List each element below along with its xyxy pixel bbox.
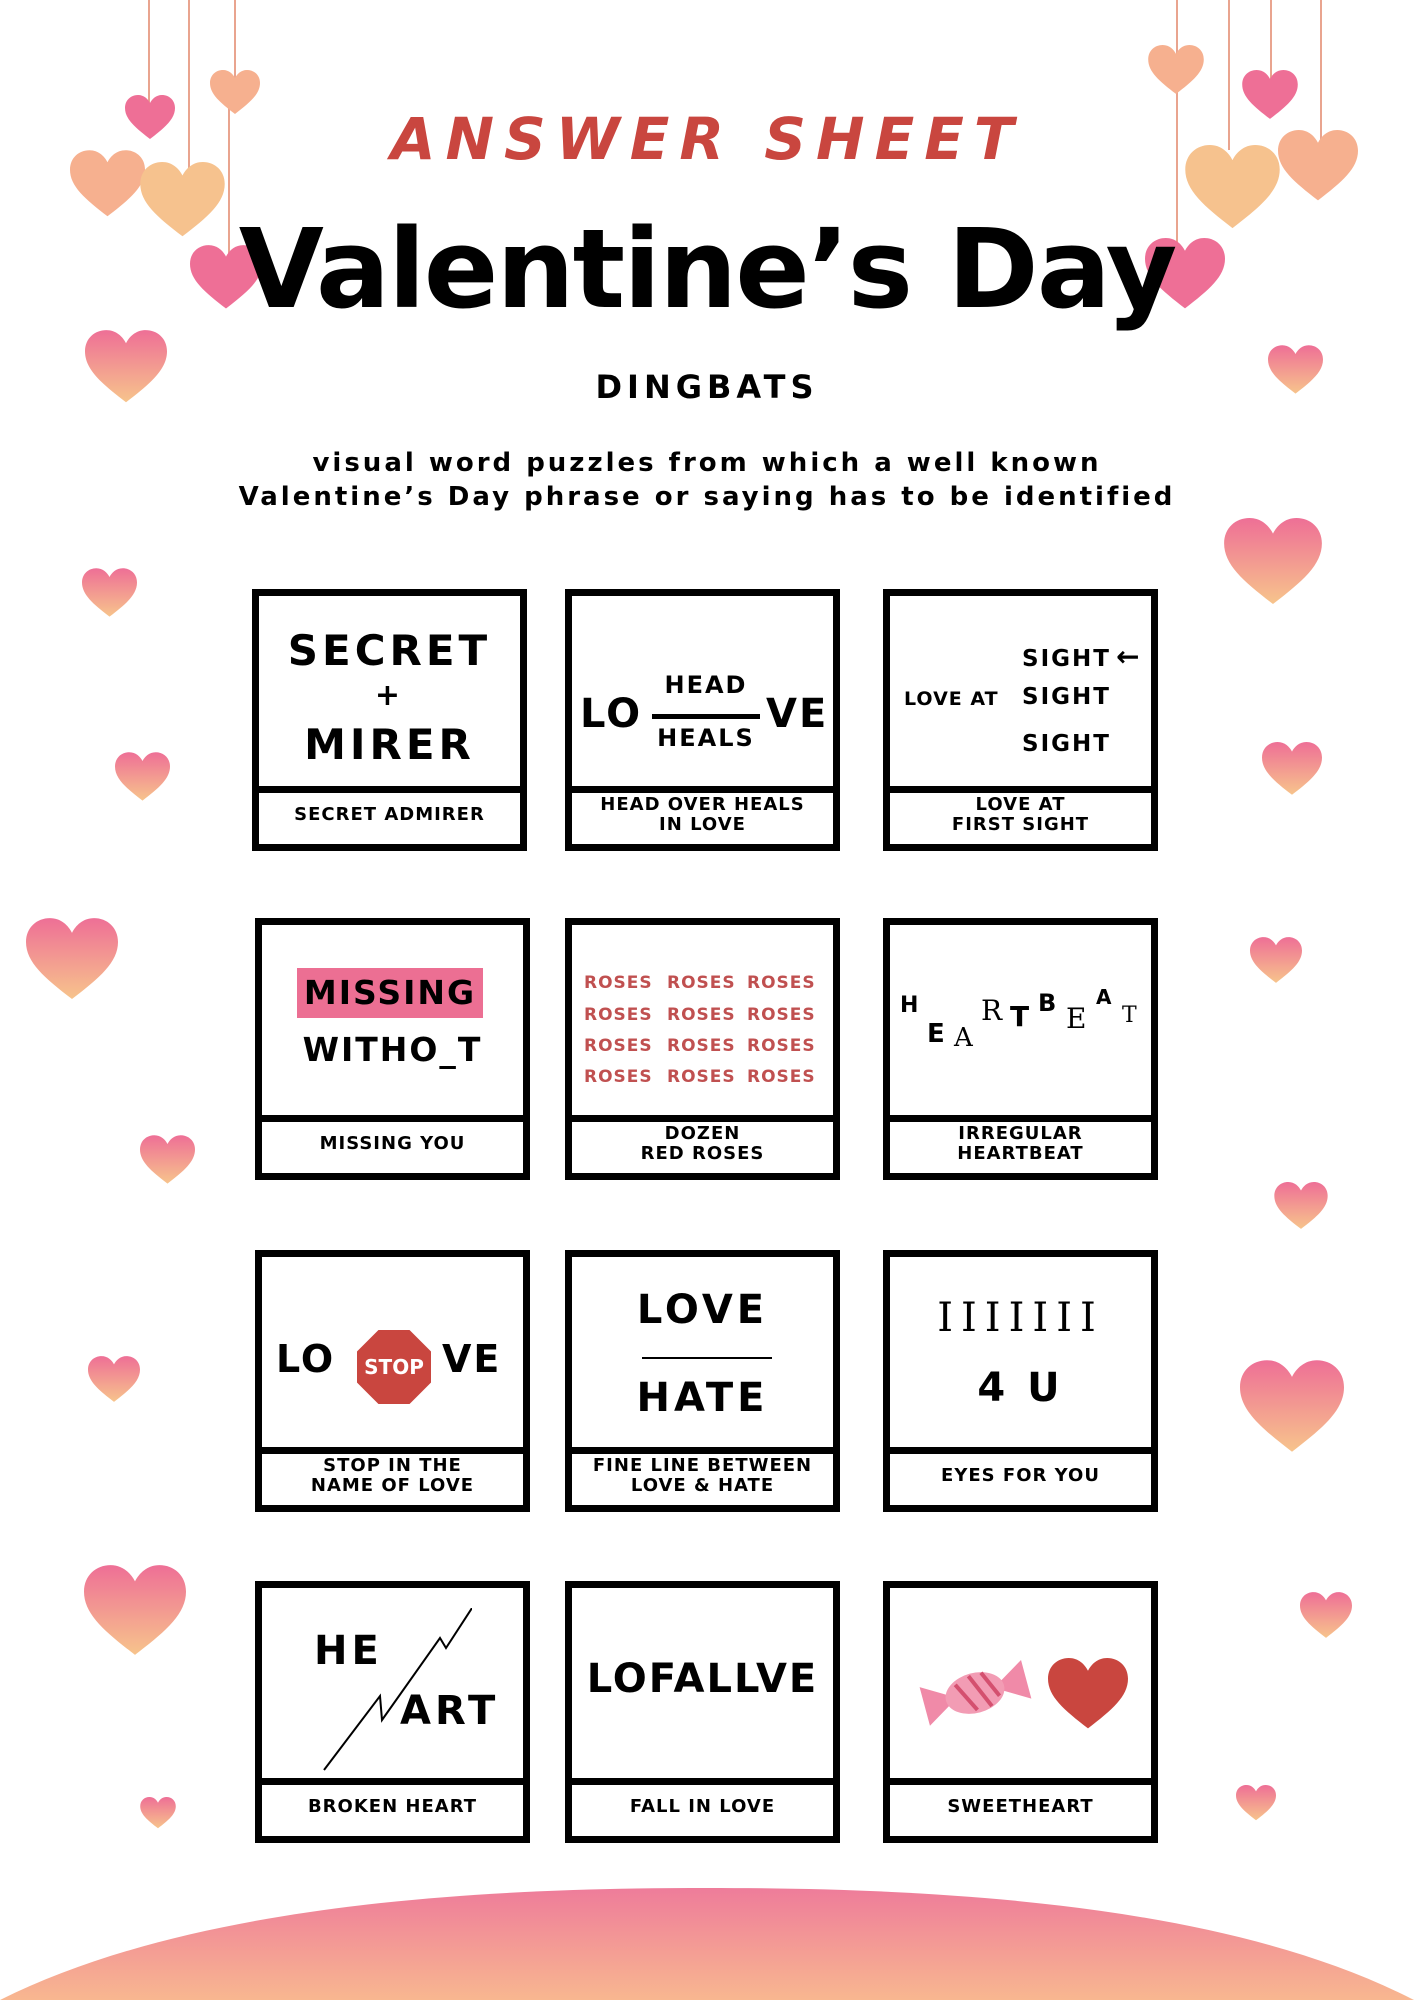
- heart-icon: [140, 1135, 195, 1185]
- puzzle-text: LOVE: [636, 1287, 769, 1333]
- roses-word: ROSES: [747, 1036, 816, 1056]
- roses-word: ROSES: [747, 1067, 816, 1087]
- heartbeat-letter: E: [1066, 1002, 1087, 1035]
- puzzle-text: +: [374, 678, 405, 713]
- fine-line: [642, 1357, 772, 1359]
- bottom-wave-decoration: [0, 1880, 1414, 2000]
- heart-icon: [140, 1797, 176, 1829]
- puzzle-text: ART: [400, 1688, 500, 1734]
- puzzle-card: [883, 589, 1158, 851]
- roses-word: ROSES: [667, 1005, 736, 1025]
- answer-label: BROKEN HEART: [307, 1796, 478, 1817]
- puzzle-card: [883, 918, 1158, 1180]
- puzzle-text: SECRET: [287, 626, 492, 675]
- heartbeat-letter: E: [927, 1019, 945, 1049]
- puzzle-text: LOVE AT: [904, 688, 999, 710]
- puzzle-text: HEAD: [664, 671, 748, 699]
- string-decoration: [1270, 0, 1272, 80]
- heartbeat-letter: H: [900, 993, 919, 1018]
- roses-word: ROSES: [667, 1067, 736, 1087]
- puzzle-text: SIGHT: [1022, 684, 1111, 710]
- puzzle-text: VE: [442, 1337, 502, 1381]
- string-decoration: [148, 0, 150, 110]
- answer-label: STOP IN THE NAME OF LOVE: [310, 1455, 475, 1496]
- stop-sign-icon: [354, 1327, 434, 1407]
- heart-icon: [1236, 1785, 1276, 1821]
- roses-word: ROSES: [584, 1036, 653, 1056]
- puzzle-card: [565, 1581, 840, 1843]
- puzzle-card: [565, 918, 840, 1180]
- stop-sign-text: STOP: [364, 1355, 424, 1379]
- answer-sheet-label: ANSWER SHEET: [390, 105, 1024, 173]
- answer-label: SWEETHEART: [947, 1796, 1094, 1817]
- answer-label: FINE LINE BETWEEN LOVE & HATE: [592, 1455, 813, 1496]
- answer-label: SECRET ADMIRER: [294, 804, 485, 825]
- divider-line: [652, 714, 760, 719]
- answer-label: HEAD OVER HEALS IN LOVE: [600, 794, 805, 835]
- puzzle-card: [252, 589, 527, 851]
- puzzle-card: [565, 1250, 840, 1512]
- heart-icon: [1262, 742, 1322, 796]
- puzzle-text: IIIIIII: [937, 1295, 1104, 1341]
- puzzle-text: VE: [766, 691, 829, 737]
- heart-icon: [84, 1565, 186, 1657]
- puzzle-text: WITHO_T: [302, 1030, 483, 1069]
- puzzle-card: [255, 1250, 530, 1512]
- candy-icon: [918, 1658, 1033, 1728]
- puzzle-card: [565, 589, 840, 851]
- answer-label: MISSING YOU: [319, 1133, 466, 1154]
- heartbeat-letter: A: [954, 1023, 973, 1053]
- puzzle-text: LO: [276, 1337, 336, 1381]
- puzzle-text: SIGHT: [1022, 646, 1111, 672]
- heart-icon: [1300, 1592, 1352, 1639]
- roses-word: ROSES: [584, 1005, 653, 1025]
- heartbeat-letter: T: [1010, 1000, 1030, 1033]
- description-line-2: Valentine’s Day phrase or saying has to be identified: [238, 482, 1176, 512]
- answer-label: LOVE AT FIRST SIGHT: [951, 794, 1090, 835]
- page-title: Valentine’s Day: [238, 205, 1176, 333]
- puzzle-text: LOFALLVE: [586, 1656, 819, 1702]
- puzzle-card: [255, 1581, 530, 1843]
- crack-line-icon: [322, 1608, 472, 1773]
- heartbeat-letter: T: [1122, 1003, 1137, 1028]
- answer-label: FALL IN LOVE: [629, 1796, 776, 1817]
- puzzle-text: LO: [580, 691, 643, 737]
- puzzle-text: HEALS: [657, 724, 755, 752]
- heart-icon: [26, 918, 118, 1001]
- page-subtitle: DINGBATS: [595, 368, 819, 406]
- arrow-left-icon: ←: [1116, 640, 1140, 673]
- heartbeat-letter: A: [1096, 985, 1112, 1009]
- string-decoration: [234, 0, 236, 80]
- description-line-1: visual word puzzles from which a well known: [312, 448, 1102, 478]
- puzzle-text: HATE: [636, 1375, 769, 1421]
- heart-icon: [88, 1356, 140, 1403]
- roses-word: ROSES: [747, 1005, 816, 1025]
- heart-icon: [82, 568, 137, 618]
- puzzle-text: HE: [314, 1628, 383, 1674]
- puzzle-text: MISSING: [297, 968, 483, 1018]
- heart-icon: [1250, 937, 1302, 984]
- puzzle-card: [255, 918, 530, 1180]
- answer-label: EYES FOR YOU: [941, 1465, 1100, 1486]
- roses-word: ROSES: [584, 973, 653, 993]
- heart-icon: [1240, 1360, 1344, 1454]
- puzzle-card: [883, 1250, 1158, 1512]
- heartbeat-letter: B: [1038, 989, 1057, 1017]
- heart-icon: [115, 752, 170, 802]
- puzzle-text: 4 U: [977, 1365, 1064, 1411]
- heart-icon: [1048, 1658, 1128, 1730]
- roses-word: ROSES: [584, 1067, 653, 1087]
- roses-word: ROSES: [667, 973, 736, 993]
- heart-icon: [1148, 45, 1204, 95]
- heart-icon: [1274, 1182, 1328, 1230]
- puzzle-card: [883, 1581, 1158, 1843]
- heartbeat-letter: R: [981, 994, 1003, 1027]
- roses-word: ROSES: [747, 973, 816, 993]
- answer-label: DOZEN RED ROSES: [640, 1123, 765, 1164]
- answer-label: IRREGULAR HEARTBEAT: [957, 1123, 1084, 1164]
- puzzle-text: MIRER: [304, 720, 475, 769]
- roses-word: ROSES: [667, 1036, 736, 1056]
- heart-icon: [1224, 518, 1322, 606]
- puzzle-text: SIGHT: [1022, 731, 1111, 757]
